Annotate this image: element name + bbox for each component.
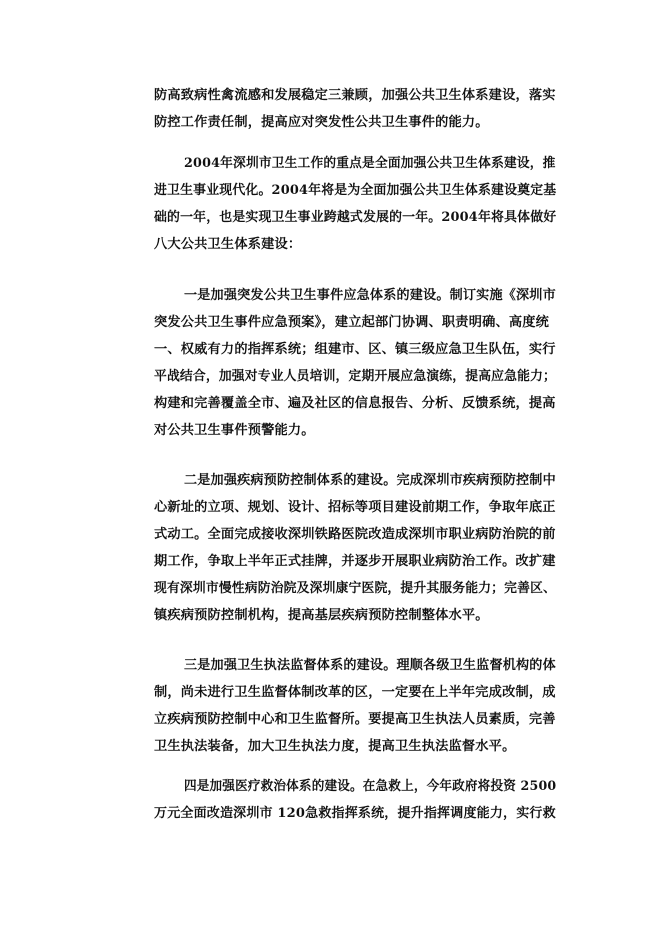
text-line: 防控工作责任制，提高应对突发性公共卫生事件的能力。 xyxy=(154,115,489,130)
text-line: 对公共卫生事件预警能力。 xyxy=(154,423,315,438)
text-line: 础的一年，也是实现卫生事业跨越式发展的一年。2004年将具体做好 xyxy=(154,210,557,225)
text-line: 制，尚未进行卫生监督体制改革的区，一定要在上半年完成改制，成 xyxy=(154,685,556,700)
text-line: 镇疾病预防控制机构，提高基层疾病预防控制整体水平。 xyxy=(154,608,489,623)
text-line: 四是加强医疗救治体系的建设。在急救上，今年政府将投资 2500 xyxy=(184,779,557,794)
text-line: 八大公共卫生体系建设： xyxy=(154,237,302,252)
text-line: 卫生执法装备，加大卫生执法力度，提高卫生执法监督水平。 xyxy=(154,739,516,754)
text-line: 平战结合，加强对专业人员培训，定期开展应急演练，提高应急能力； xyxy=(154,369,557,384)
text-line: 现有深圳市慢性病防治院及深圳康宁医院，提升其服务能力；完善区、 xyxy=(154,581,557,596)
text-line: 式动工。全面完成接收深圳铁路医院改造成深圳市职业病防治院的前 xyxy=(154,527,556,542)
text-line: 心新址的立项、规划、设计、招标等项目建设前期工作，争取年底正 xyxy=(154,500,556,515)
text-line: 万元全面改造深圳市 120急救指挥系统，提升指挥调度能力，实行救 xyxy=(154,806,556,821)
text-line: 一、权威有力的指挥系统；组建市、区、镇三级应急卫生队伍，实行 xyxy=(154,342,556,357)
text-line: 防高致病性禽流感和发展稳定三兼顾，加强公共卫生体系建设，落实 xyxy=(154,88,556,103)
text-line: 2004年深圳市卫生工作的重点是全面加强公共卫生体系建设，推 xyxy=(184,156,556,171)
text-line: 突发公共卫生事件应急预案》，建立起部门协调、职责明确、高度统 xyxy=(154,315,550,330)
text-line: 构建和完善覆盖全市、遍及社区的信息报告、分析、反馈系统，提高 xyxy=(154,396,556,411)
text-line: 进卫生事业现代化。2004年将是为全面加强公共卫生体系建设奠定基 xyxy=(154,183,557,198)
text-line: 二是加强疾病预防控制体系的建设。完成深圳市疾病预防控制中 xyxy=(184,473,556,488)
text-line: 一是加强突发公共卫生事件应急体系的建设。制订实施《深圳市 xyxy=(184,288,556,303)
text-line: 立疾病预防控制中心和卫生监督所。要提高卫生执法人员素质，完善 xyxy=(154,712,556,727)
text-line: 三是加强卫生执法监督体系的建设。理顺各级卫生监督机构的体 xyxy=(184,658,556,673)
text-line: 期工作，争取上半年正式挂牌，并逐步开展职业病防治工作。改扩建 xyxy=(154,554,556,569)
